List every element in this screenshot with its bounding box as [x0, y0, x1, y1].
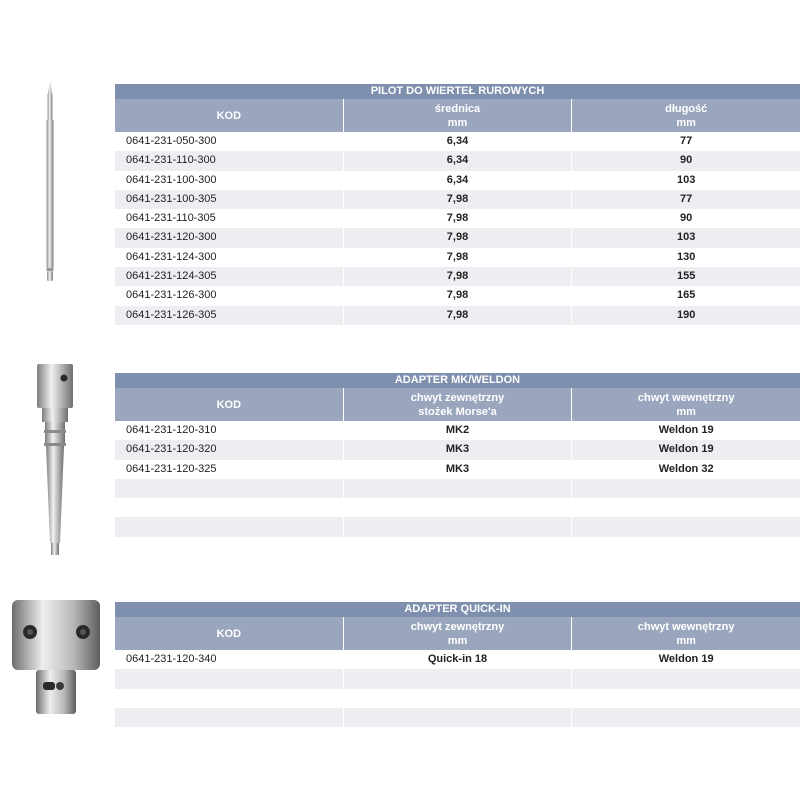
cell-code: 0641-231-120-310	[126, 424, 217, 436]
table-row	[115, 479, 800, 498]
cell-code: 0641-231-120-340	[126, 653, 217, 665]
header-kod: KOD	[216, 398, 242, 411]
quick-in-table	[115, 602, 800, 727]
cell-value-1	[343, 479, 572, 498]
section-title: ADAPTER QUICK-IN	[115, 602, 800, 617]
table-row	[115, 151, 800, 170]
cell-code	[115, 669, 343, 688]
cell-code: 0641-231-126-305	[126, 308, 217, 321]
table-row	[115, 421, 800, 440]
cell-value-1: MK2	[343, 421, 572, 440]
cell-value-2: 77	[571, 190, 800, 209]
section-title: ADAPTER MK/WELDON	[115, 373, 800, 388]
table-row	[115, 498, 800, 517]
table-row	[115, 132, 800, 151]
pilot-pin-image	[38, 80, 62, 285]
table-row	[115, 689, 800, 708]
cell-value-2: Weldon 19	[571, 421, 800, 440]
header-kod: KOD	[216, 627, 242, 640]
cell-value-2	[571, 708, 800, 727]
cell-value-1	[343, 708, 572, 727]
table-header	[115, 99, 800, 132]
table-body	[115, 132, 800, 325]
cell-code: 0641-231-050-300	[126, 135, 217, 147]
cell-value-2: Weldon 32	[571, 460, 800, 479]
cell-value-1	[343, 517, 572, 536]
table-row	[115, 669, 800, 688]
cell-value-2: 90	[571, 209, 800, 228]
cell-code: 0641-231-124-300	[126, 250, 217, 263]
cell-code: 0641-231-120-300	[126, 231, 217, 244]
table-row	[115, 460, 800, 479]
cell-value-1: MK3	[343, 460, 572, 479]
table-row	[115, 708, 800, 727]
header-internal-shank: chwyt wewnętrzny mm	[571, 388, 800, 421]
cell-value-1	[343, 669, 572, 688]
table-header	[115, 617, 800, 650]
header-kod: KOD	[216, 109, 242, 122]
cell-value-1: 7,98	[343, 267, 572, 286]
cell-value-1: 7,98	[343, 306, 572, 325]
cell-code	[115, 498, 343, 517]
cell-code: 0641-231-126-300	[126, 289, 217, 302]
quick-in-adapter-image	[10, 596, 102, 720]
cell-code: 0641-231-124-305	[126, 270, 217, 283]
cell-value-2: 103	[571, 228, 800, 247]
cell-value-1: 6,34	[343, 151, 572, 170]
table-row	[115, 517, 800, 536]
cell-code: 0641-231-110-300	[126, 154, 216, 167]
cell-value-2: 190	[571, 306, 800, 325]
table-row	[115, 190, 800, 209]
header-diameter: średnica mm	[343, 99, 572, 132]
cell-value-1: Quick-in 18	[343, 650, 572, 669]
cell-value-2: 90	[571, 151, 800, 170]
table-row	[115, 248, 800, 267]
table-body	[115, 650, 800, 727]
table-row	[115, 209, 800, 228]
header-internal-shank: chwyt wewnętrzny mm	[571, 617, 800, 650]
table-row	[115, 171, 800, 190]
cell-value-1: 7,98	[343, 190, 572, 209]
cell-value-2: 77	[571, 132, 800, 151]
cell-value-2: Weldon 19	[571, 440, 800, 459]
header-external-shank: chwyt zewnętrzny mm	[343, 617, 572, 650]
cell-value-2: 130	[571, 248, 800, 267]
table-row	[115, 650, 800, 669]
cell-value-2	[571, 517, 800, 536]
section-title: PILOT DO WIERTEŁ RUROWYCH	[115, 84, 800, 99]
cell-code	[115, 708, 343, 727]
table-body	[115, 421, 800, 537]
cell-value-1: MK3	[343, 440, 572, 459]
mk-weldon-adapter-image	[35, 358, 77, 563]
cell-value-2	[571, 498, 800, 517]
pilot-table	[115, 84, 800, 325]
cell-value-2: 103	[571, 171, 800, 190]
cell-value-2: 155	[571, 267, 800, 286]
cell-code: 0641-231-120-320	[126, 443, 217, 456]
cell-value-1: 6,34	[343, 132, 572, 151]
cell-value-2	[571, 479, 800, 498]
cell-value-1: 7,98	[343, 248, 572, 267]
mk-weldon-table	[115, 373, 800, 537]
table-row	[115, 228, 800, 247]
cell-value-1	[343, 498, 572, 517]
cell-code: 0641-231-100-300	[126, 173, 217, 186]
cell-value-1: 7,98	[343, 228, 572, 247]
table-row	[115, 440, 800, 459]
table-header	[115, 388, 800, 421]
cell-value-2	[571, 689, 800, 708]
cell-value-1	[343, 689, 572, 708]
cell-code	[115, 689, 343, 708]
cell-value-2	[571, 669, 800, 688]
cell-value-2: Weldon 19	[571, 650, 800, 669]
cell-code	[115, 517, 343, 536]
cell-value-1: 6,34	[343, 171, 572, 190]
table-row	[115, 306, 800, 325]
cell-code: 0641-231-100-305	[126, 192, 217, 205]
cell-code	[115, 479, 343, 498]
header-external-shank: chwyt zewnętrzny stożek Morse'a	[343, 388, 572, 421]
header-length: długość mm	[571, 99, 800, 132]
cell-value-1: 7,98	[343, 209, 572, 228]
cell-value-2: 165	[571, 286, 800, 305]
table-row	[115, 267, 800, 286]
cell-code: 0641-231-120-325	[126, 462, 217, 475]
table-row	[115, 286, 800, 305]
cell-code: 0641-231-110-305	[126, 212, 216, 225]
cell-value-1: 7,98	[343, 286, 572, 305]
